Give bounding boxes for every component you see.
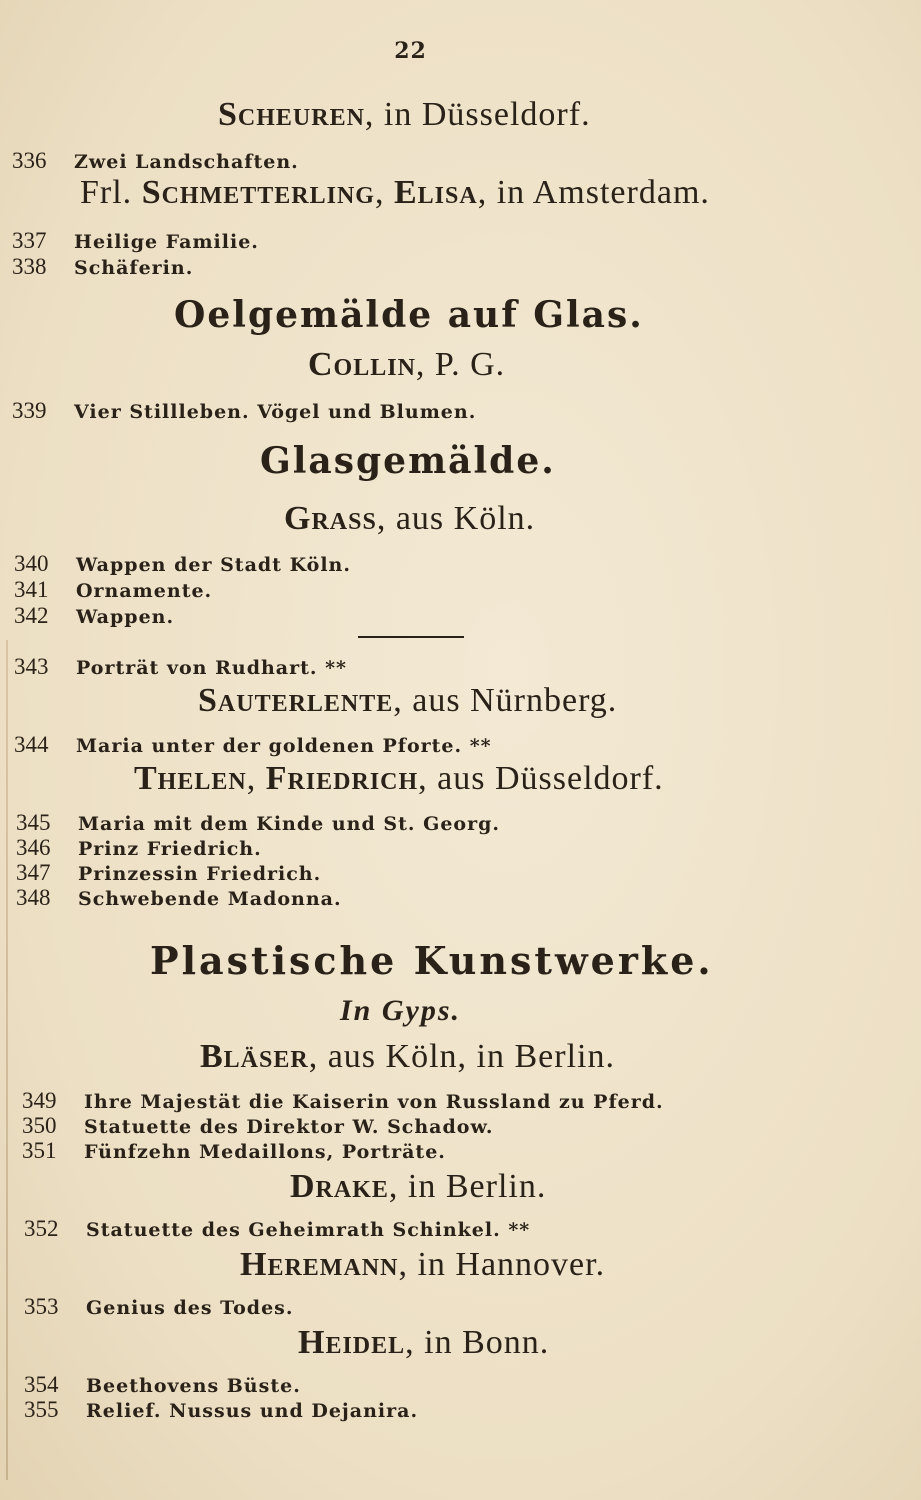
separator-rule <box>358 636 464 638</box>
catalog-entry: 344 Maria unter der goldenen Pforte. ** <box>14 732 492 757</box>
artist-heading: Heidel, in Bonn. <box>298 1324 550 1361</box>
catalog-entry: 338 Schäferin. <box>12 254 194 279</box>
catalog-entry: 336 Zwei Landschaften. <box>12 148 299 173</box>
artist-heading: Grass, aus Köln. <box>284 500 536 537</box>
artist-heading: Drake, in Berlin. <box>290 1168 547 1205</box>
artist-heading: Heremann, in Hannover. <box>240 1246 606 1283</box>
catalog-entry: 340 Wappen der Stadt Köln. <box>14 551 351 576</box>
catalog-entry: 342 Wappen. <box>14 603 175 628</box>
catalog-entry: 347 Prinzessin Friedrich. <box>16 860 322 885</box>
catalog-entry: 353 Genius des Todes. <box>24 1294 294 1319</box>
catalog-entry: 346 Prinz Friedrich. <box>16 835 262 860</box>
artist-heading: Sauterlente, aus Nürnberg. <box>198 682 618 719</box>
catalog-entry: 345 Maria mit dem Kinde und St. Georg. <box>16 810 500 835</box>
artist-heading: Collin, P. G. <box>308 346 506 383</box>
major-section-heading: Plastische Kunstwerke. <box>150 938 714 983</box>
catalog-entry: 339 Vier Stillleben. Vögel und Blumen. <box>12 398 477 423</box>
artist-heading: Scheuren, in Düsseldorf. <box>218 96 591 133</box>
subsection-heading: In Gyps. <box>340 994 462 1027</box>
page-number: 22 <box>394 38 427 64</box>
catalog-entry: 337 Heilige Familie. <box>12 228 259 253</box>
catalog-entry: 343 Porträt von Rudhart. ** <box>14 654 347 679</box>
catalog-entry: 350 Statuette des Direktor W. Schadow. <box>22 1113 494 1138</box>
catalog-entry: 352 Statuette des Geheimrath Schinkel. ** <box>24 1216 531 1241</box>
artist-heading: Bläser, aus Köln, in Berlin. <box>200 1038 615 1075</box>
catalog-entry: 349 Ihre Majestät die Kaiserin von Russland zu Pferd. <box>22 1088 664 1113</box>
catalog-entry: 354 Beethovens Büste. <box>24 1372 301 1397</box>
catalog-entry: 351 Fünfzehn Medaillons, Porträte. <box>22 1138 446 1163</box>
artist-heading: Frl. Schmetterling, Elisa, in Amsterdam. <box>80 174 710 211</box>
catalog-entry: 341 Ornamente. <box>14 577 213 602</box>
section-heading: Glasgemälde. <box>260 440 556 482</box>
artist-heading: Thelen, Friedrich, aus Düsseldorf. <box>134 760 664 797</box>
catalog-entry: 355 Relief. Nussus und Dejanira. <box>24 1397 419 1422</box>
section-heading: Oelgemälde auf Glas. <box>174 294 644 336</box>
page-edge-shadow <box>6 640 8 1480</box>
catalog-entry: 348 Schwebende Madonna. <box>16 885 342 910</box>
